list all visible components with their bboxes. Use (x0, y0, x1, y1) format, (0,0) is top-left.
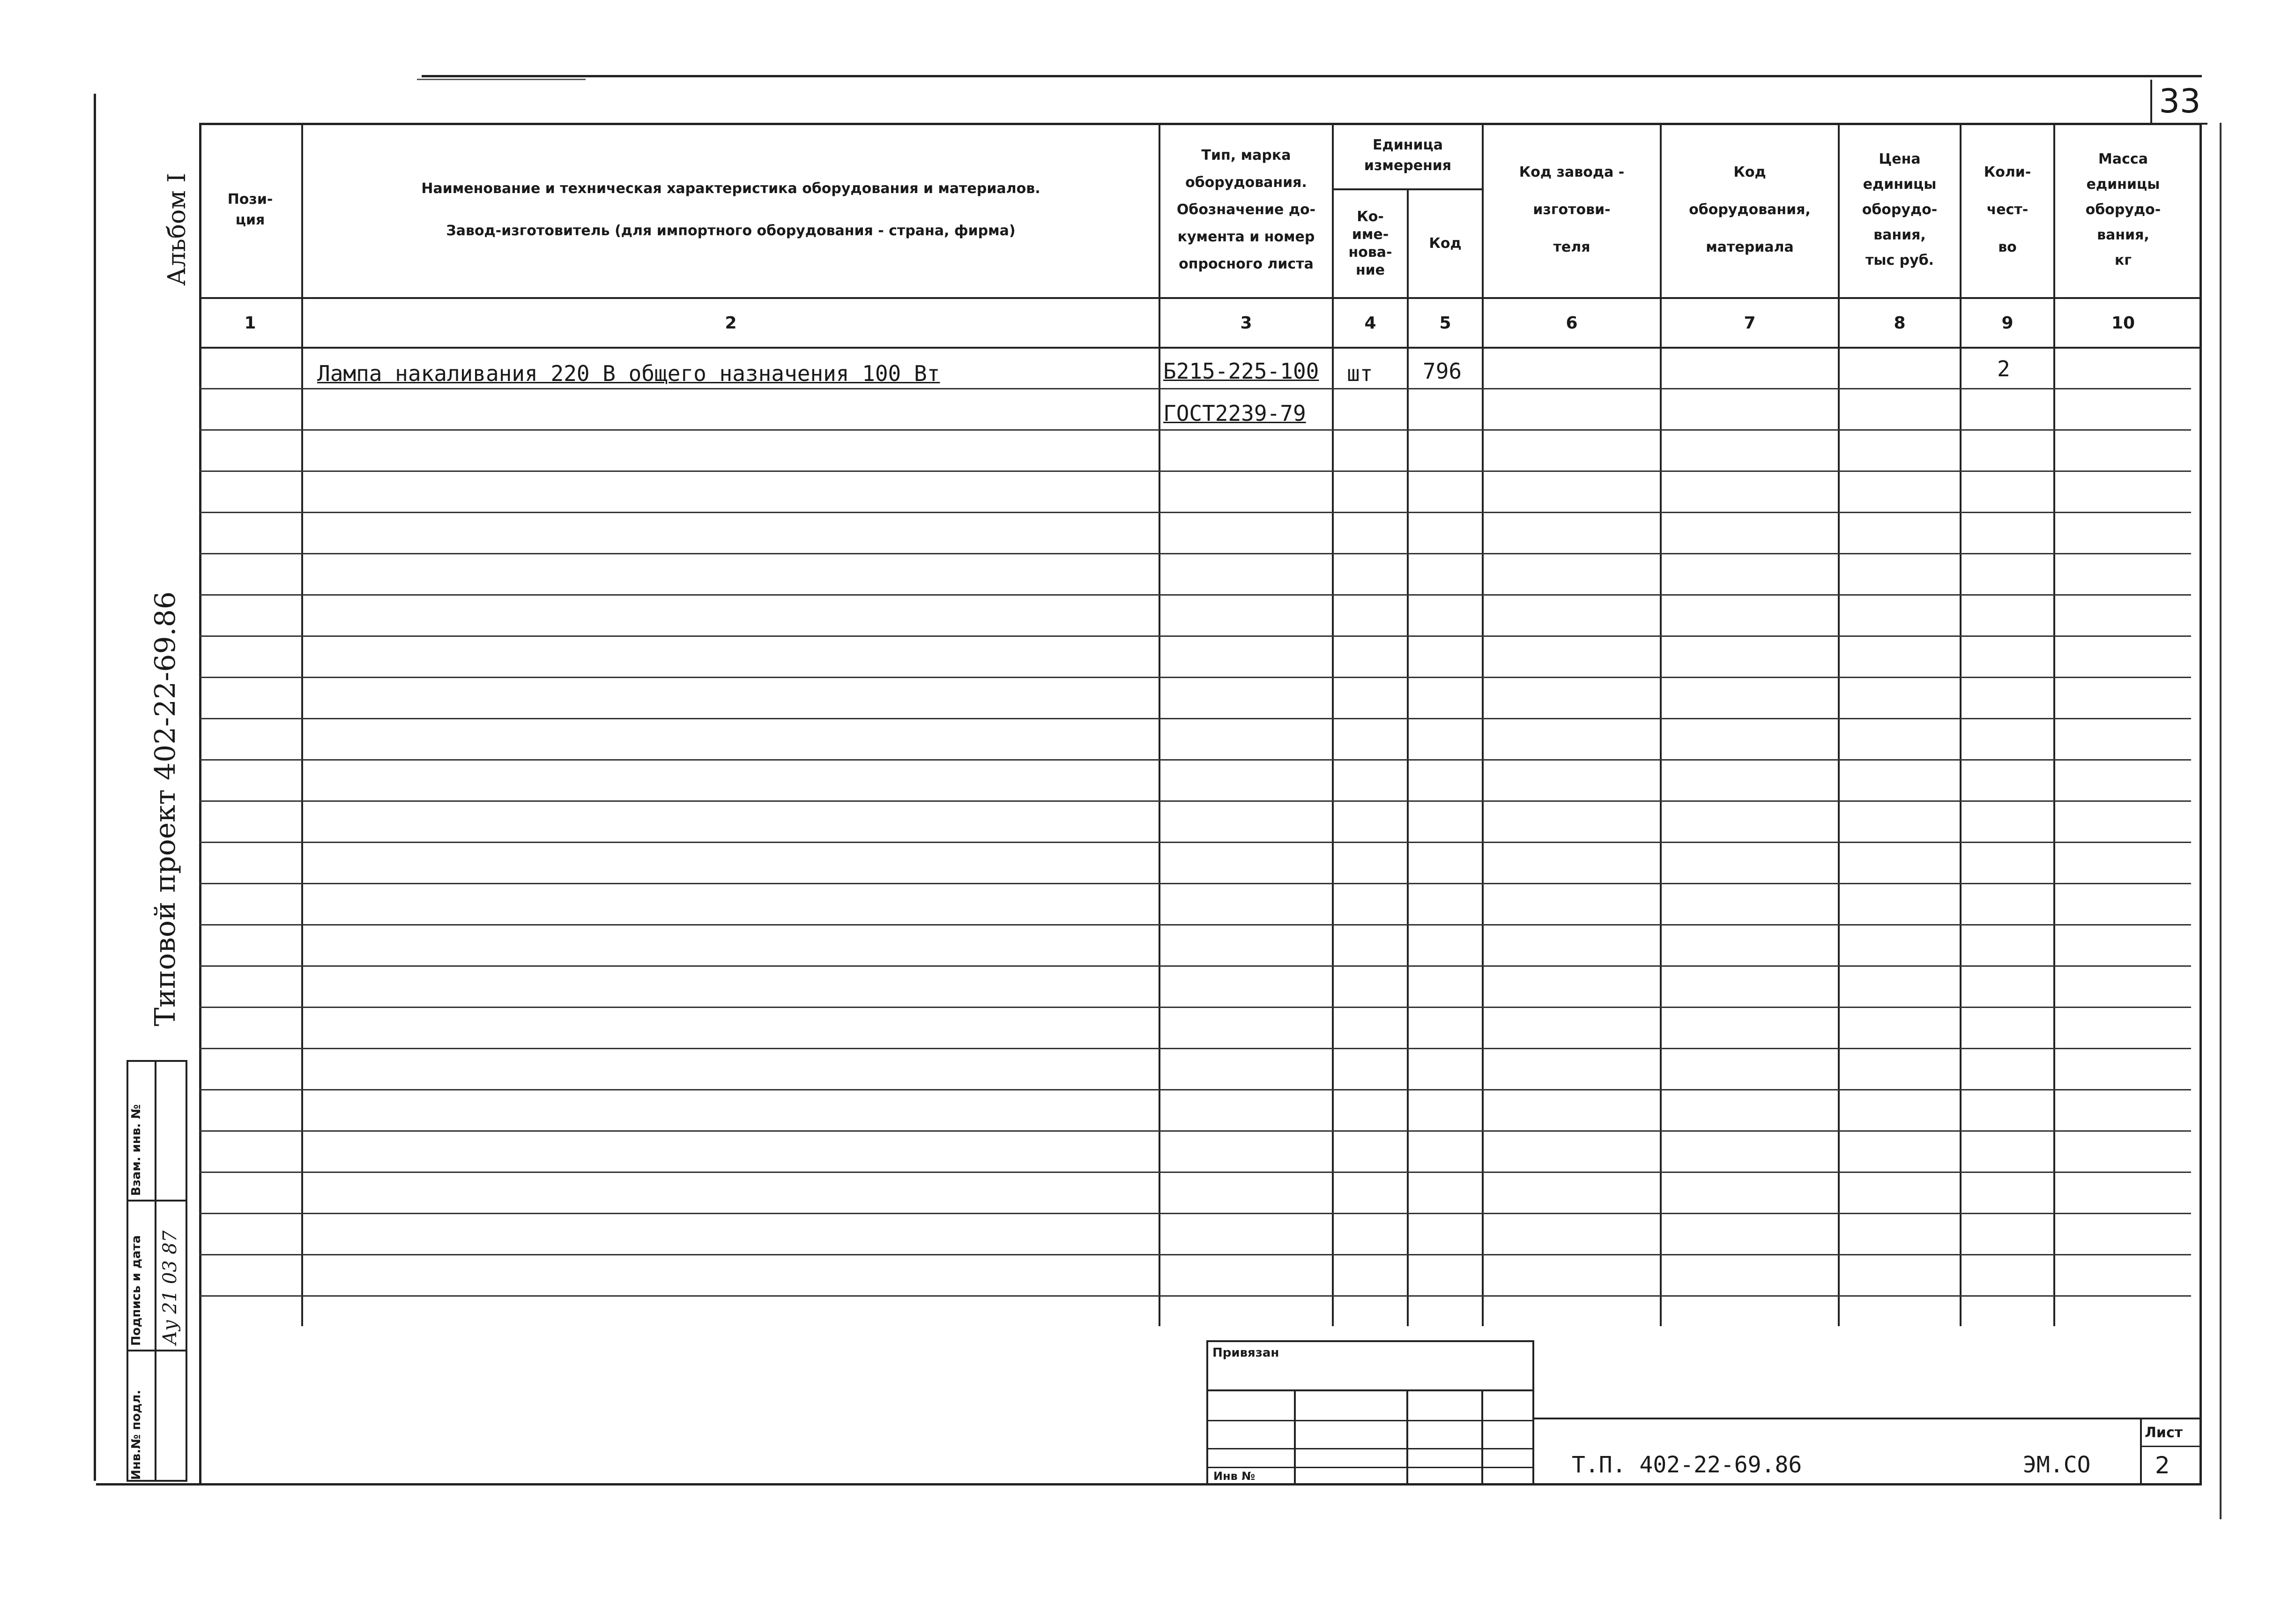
binding-divider (1206, 1448, 1534, 1449)
table-row-line (199, 842, 2191, 843)
column-number: 10 (2111, 313, 2135, 333)
numbers-bottom-line (199, 347, 2202, 349)
header-plant-code: Код завода - изготови- теля (1519, 164, 1625, 255)
item-standard: ГОСТ2239-79 (1163, 401, 1306, 426)
sheet-label: Лист (2145, 1425, 2183, 1441)
table-row-line (199, 1295, 2191, 1297)
binding-stamp (1206, 1340, 1534, 1486)
stamp-divider (126, 1200, 187, 1202)
binding-divider (1206, 1420, 1534, 1421)
header-name: Наименование и техническая характеристика оборудования и материалов. Завод-изготовитель (для импортного оборудования - страна, фирма) (421, 180, 1040, 239)
album-label: Альбом I (163, 173, 191, 286)
column-number: 7 (1744, 313, 1756, 333)
table-row-line (199, 1254, 2191, 1255)
table-row-line (199, 924, 2191, 926)
header-mass: Масса единицы оборудо- вания, кг (2085, 151, 2161, 269)
binding-col-divider (1481, 1389, 1483, 1486)
table-row-line (199, 1172, 2191, 1173)
top-border-line-short (417, 79, 586, 80)
frame-right-edge (2220, 123, 2222, 1519)
header-quantity: Коли- чест- во (1984, 164, 2031, 255)
table-row-line (199, 388, 2191, 389)
column-number: 1 (244, 313, 256, 333)
sheet-cell-divider (2140, 1446, 2202, 1447)
table-row-line (199, 677, 2191, 678)
column-number: 4 (1364, 313, 1376, 333)
binding-col-divider (1294, 1389, 1296, 1486)
table-row-line (199, 429, 2191, 431)
stamp-label-inv-original: Инв.№ подл. (129, 1389, 143, 1480)
table-row-line (199, 759, 2191, 761)
table-row-line (199, 718, 2191, 719)
header-equipment-code: Код оборудования, материала (1689, 164, 1811, 255)
column-number: 6 (1566, 313, 1578, 333)
stamp-label-signature-date: Подпись и дата (129, 1235, 143, 1346)
page-number: 33 (2159, 82, 2201, 120)
column-number: 9 (2001, 313, 2014, 333)
handwritten-signature: Ау 21 03 87 (159, 1230, 181, 1345)
stamp-divider (126, 1350, 187, 1351)
column-number: 3 (1240, 313, 1252, 333)
sheet-number: 2 (2155, 1452, 2170, 1479)
table-row-line (199, 470, 2191, 472)
column-number: 5 (1439, 313, 1451, 333)
sheet-cell-divider (2140, 1418, 2142, 1486)
item-quantity: 2 (1997, 356, 2010, 381)
top-border-line (422, 75, 2202, 77)
document-designation: Т.П. 402-22-69.86 (1572, 1452, 1802, 1478)
inventory-number-label: Инв № (1213, 1470, 1256, 1483)
table-row-line (199, 512, 2191, 513)
column-number: 2 (725, 313, 737, 333)
header-type: Тип, марка оборудования. Обозначение до- кумента и номер опросного листа (1176, 147, 1316, 272)
table-row-line (199, 594, 2191, 596)
header-price: Цена единицы оборудо- вания, тыс руб. (1862, 151, 1938, 269)
stamp-label-replacement-inv: Взам. инв. № (129, 1104, 143, 1196)
document-code: ЭМ.СО (2023, 1452, 2091, 1478)
table-row-line (199, 553, 2191, 554)
header-position: Пози- ция (227, 191, 273, 228)
stamp-divider (155, 1060, 156, 1482)
header-unit-name: Ко- име- нова- ние (1348, 209, 1392, 278)
table-row-line (199, 883, 2191, 884)
table-row-line (199, 1048, 2191, 1049)
table-row-line (199, 965, 2191, 967)
binding-label: Привязан (1212, 1346, 1279, 1360)
header-unit-code: Код (1429, 235, 1462, 252)
left-margin-line (94, 94, 96, 1481)
frame-bottom-line (96, 1483, 2202, 1486)
column-number: 8 (1894, 313, 1906, 333)
table-row-line (199, 1089, 2191, 1090)
binding-col-divider (1406, 1389, 1408, 1486)
item-type: Б215-225-100 (1163, 358, 1319, 384)
table-row-line (199, 635, 2191, 637)
item-unit-code: 796 (1423, 358, 1462, 384)
header-unit: Единица измерения (1364, 137, 1452, 174)
col-line (1407, 188, 1409, 1326)
project-label: Типовой проект 402-22-69.86 (149, 591, 182, 1026)
title-block-top-line (1534, 1418, 2202, 1419)
item-name: Лампа накаливания 220 В общего назначения 100 Вт (317, 361, 940, 386)
table-row-line (199, 1130, 2191, 1132)
table-row-line (199, 1213, 2191, 1214)
item-unit-name: шт (1347, 361, 1373, 386)
table-row-line (199, 800, 2191, 802)
table-row-line (199, 1007, 2191, 1008)
binding-divider (1206, 1467, 1534, 1468)
binding-divider (1206, 1389, 1534, 1391)
